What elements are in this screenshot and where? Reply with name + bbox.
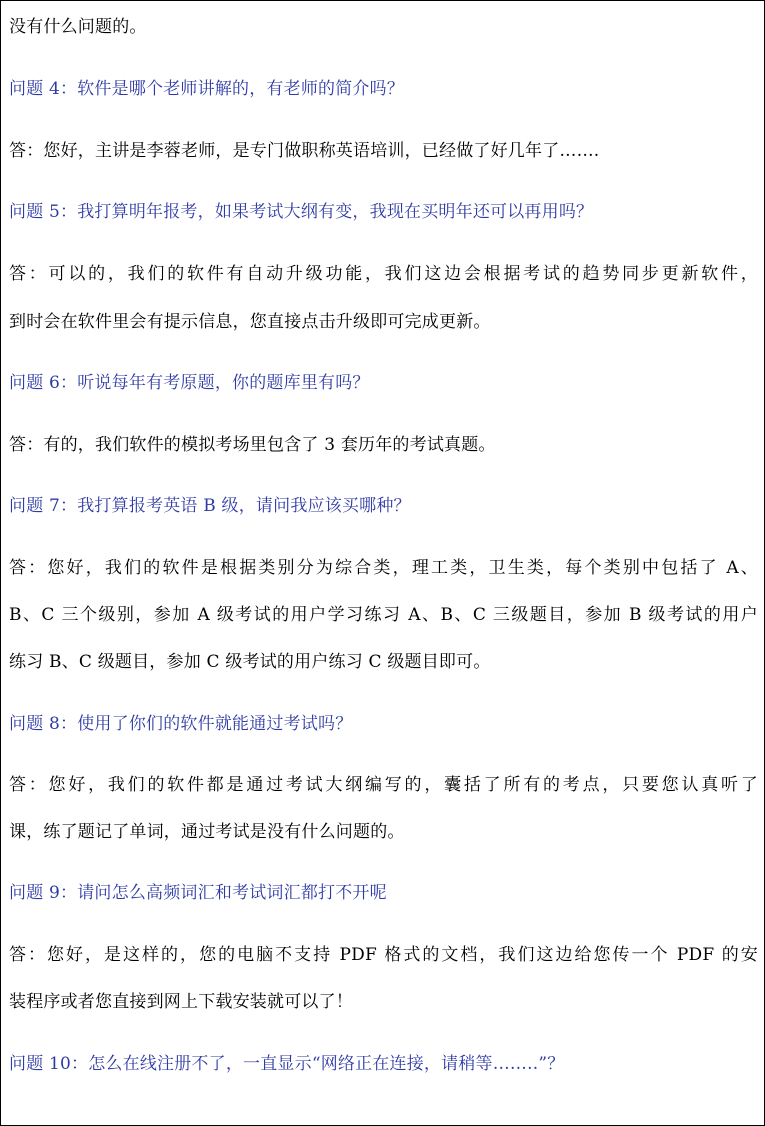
question-6: 问题 6：听说每年有考原题，你的题库里有吗？ xyxy=(9,373,370,393)
answer-7-line-2: B、C 三个级别，参加 A 级考试的用户学习练习 A、B、C 三级题目，参加 B 级考试的用户 xyxy=(9,605,758,625)
answer-7-line-1: 答：您好，我们的软件是根据类别分为综合类，理工类，卫生类，每个类别中包括了 A、 xyxy=(9,558,758,578)
answer-8-line-2: 课，练了题记了单词，通过考试是没有什么问题的。 xyxy=(9,822,405,842)
answer-8-line-1: 答：您好，我们的软件都是通过考试大纲编写的，囊括了所有的考点，只要您认真听了 xyxy=(9,775,758,795)
question-4: 问题 4：软件是哪个老师讲解的，有老师的简介吗？ xyxy=(9,79,405,99)
answer-6: 答：有的，我们软件的模拟考场里包含了 3 套历年的考试真题。 xyxy=(9,435,496,455)
question-7: 问题 7：我打算报考英语 B 级，请问我应该买哪种？ xyxy=(9,496,411,516)
question-9: 问题 9：请问怎么高频词汇和考试词汇都打不开呢 xyxy=(9,883,387,903)
answer-3-line-2: 没有什么问题的。 xyxy=(9,17,147,37)
question-5: 问题 5：我打算明年报考，如果考试大纲有变，我现在买明年还可以再用吗？ xyxy=(9,202,594,222)
answer-4: 答：您好，主讲是李蓉老师，是专门做职称英语培训，已经做了好几年了……. xyxy=(9,141,600,161)
answer-5-line-2: 到时会在软件里会有提示信息，您直接点击升级即可完成更新。 xyxy=(9,312,491,332)
answer-9-line-2: 装程序或者您直接到网上下载安装就可以了！ xyxy=(9,992,353,1012)
question-10: 问题 10：怎么在线注册不了，一直显示“网络正在连接，请稍等……..”？ xyxy=(9,1054,565,1074)
question-8: 问题 8：使用了你们的软件就能通过考试吗？ xyxy=(9,714,353,734)
answer-9-line-1: 答：您好，是这样的，您的电脑不支持 PDF 格式的文档，我们这边给您传一个 PDF 的安 xyxy=(9,945,758,965)
answer-7-line-3: 练习 B、C 级题目，参加 C 级考试的用户练习 C 级题目即可。 xyxy=(9,652,491,672)
answer-5-line-1: 答：可以的，我们的软件有自动升级功能，我们这边会根据考试的趋势同步更新软件， xyxy=(9,264,758,284)
